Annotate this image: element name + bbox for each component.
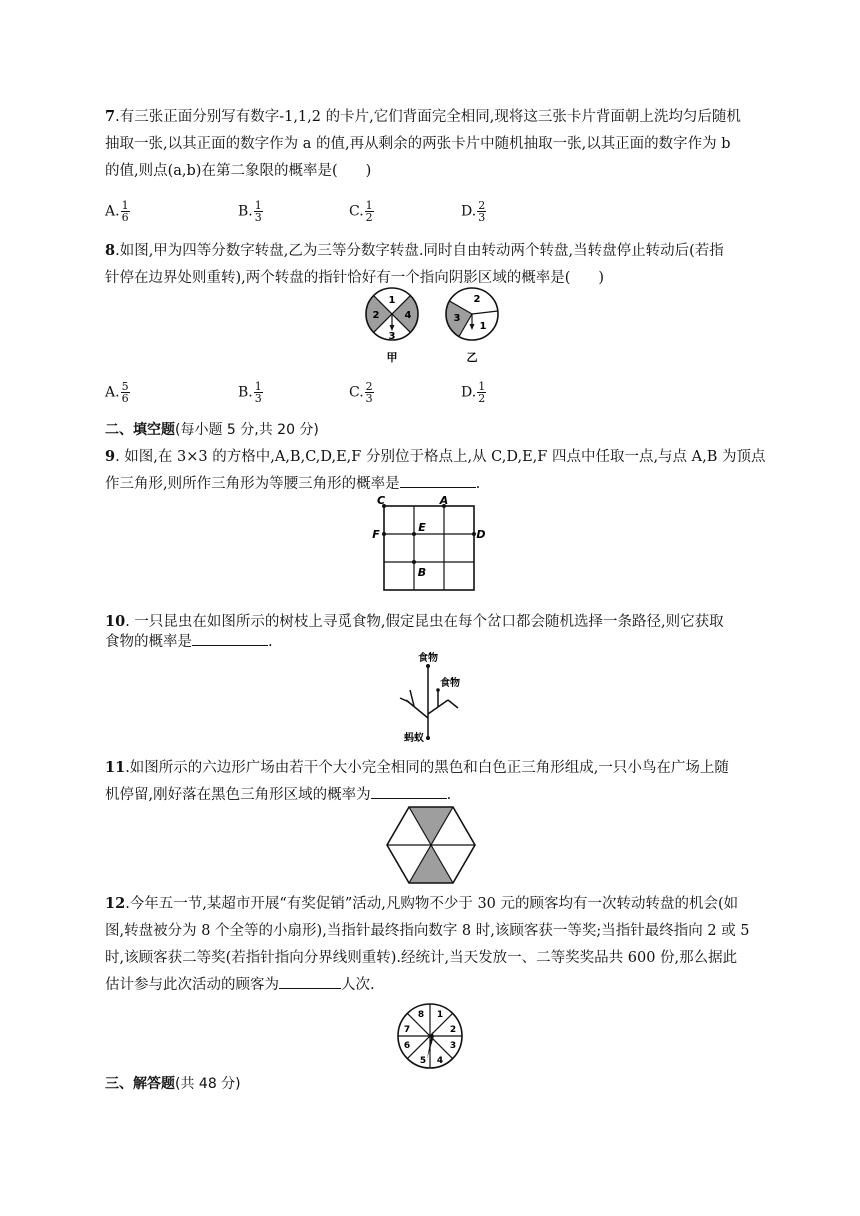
jia-number-1: 1 (388, 295, 396, 306)
yi-label: 乙 (466, 351, 478, 364)
q8-spinners-figure (360, 284, 510, 368)
q11-number: 11 (105, 759, 126, 776)
q12-line-2: 图,转盘被分为 8 个全等的小扇形),当指针最终指向数字 8 时,该顾客获一等奖;当指针最终指向 2 或 5 (105, 923, 750, 939)
jia-number-4: 4 (404, 310, 412, 321)
section-2-heading: 二、填空题(每小题 5 分,共 20 分) (105, 422, 319, 438)
spinner-yi (446, 288, 498, 364)
q11-line-2: 机停留,刚好落在黑色三角形区域的概率为 . (105, 784, 451, 806)
wheel-number-5: 5 (419, 1056, 427, 1066)
point-e-label: E (418, 521, 426, 534)
q8-option-c: C. $\frac{2}{3}$ (349, 380, 373, 405)
q8-line-1: 8.如图,甲为四等分数字转盘,乙为三等分数字转盘.同时自由转动两个转盘,当转盘停止转动后(若指 (105, 242, 724, 259)
q12-number: 12 (105, 895, 126, 912)
yi-number-3: 3 (453, 313, 461, 324)
section-3-heading: 三、解答题(共 48 分) (105, 1076, 241, 1092)
point-d-label: D (476, 528, 486, 541)
q10-branch-figure (386, 650, 476, 748)
q8-option-d: D. $\frac{1}{2}$ (461, 380, 486, 405)
wheel-number-8: 8 (417, 1010, 425, 1020)
q9-number: 9 (105, 448, 116, 465)
q7-number: 7 (105, 108, 116, 125)
q9-answer-blank (400, 473, 476, 488)
ant-label: 蚂蚁 (404, 733, 424, 744)
q8-option-a: A. $\frac{5}{6}$ (105, 380, 129, 405)
q12-line-4: 估计参与此次活动的顾客为 人次. (105, 974, 375, 996)
q9-grid-figure (370, 494, 492, 598)
jia-number-3: 3 (388, 331, 396, 342)
wheel-number-2: 2 (449, 1025, 457, 1035)
wheel-number-6: 6 (403, 1041, 411, 1051)
q7-option-a: A. $\frac{1}{6}$ (105, 199, 129, 224)
q11-hexagon-figure (382, 804, 480, 886)
jia-number-2: 2 (372, 310, 380, 321)
wheel-number-3: 3 (449, 1041, 457, 1051)
q7-option-b: B. $\frac{1}{3}$ (238, 199, 262, 224)
q8-line-2: 针停在边界处则重转),两个转盘的指针恰好有一个指向阴影区域的概率是( ) (105, 270, 605, 286)
q8-number: 8 (105, 242, 116, 259)
q12-line-3: 时,该顾客获二等奖(若指针指向分界线则重转).经统计,当天发放一、二等奖奖品共 600 份,那么据此 (105, 950, 738, 966)
q7-option-d: D. $\frac{2}{3}$ (461, 199, 486, 224)
q11-answer-blank (371, 784, 447, 799)
spinner-jia (366, 288, 418, 364)
q10-line-1: 10. 一只昆虫在如图所示的树枝上寻觅食物,假定昆虫在每个岔口都会随机选择一条路径,则它获取 (105, 613, 724, 630)
yi-number-1: 1 (479, 321, 487, 332)
q7-option-c: C. $\frac{1}{2}$ (349, 199, 373, 224)
q9-line-2: 作三角形,则所作三角形为等腰三角形的概率是 . (105, 473, 480, 495)
q7-line-3: 的值,则点(a,b)在第二象限的概率是( ) (105, 163, 372, 179)
wheel-number-7: 7 (403, 1025, 411, 1035)
point-f-label: F (372, 528, 380, 541)
point-c-label: C (376, 494, 386, 507)
wheel-number-1: 1 (436, 1010, 444, 1020)
q7-line-2: 抽取一张,以其正面的数字作为 a 的值,再从剩余的两张卡片中随机抽取一张,以其正面的数字作为 b (105, 136, 731, 152)
q8-option-b: B. $\frac{1}{3}$ (238, 380, 262, 405)
food-right-label: 食物 (440, 678, 460, 689)
q11-line-1: 11.如图所示的六边形广场由若干个大小完全相同的黑色和白色正三角形组成,一只小鸟在广场上随 (105, 759, 729, 776)
jia-label: 甲 (386, 351, 398, 364)
q12-answer-blank (279, 974, 341, 989)
q12-line-1: 12.今年五一节,某超市开展“有奖促销”活动,凡购物不少于 30 元的顾客均有一次转动转盘的机会(如 (105, 895, 739, 912)
q9-line-1: 9. 如图,在 3×3 的方格中,A,B,C,D,E,F 分别位于格点上,从 C,D,E,F 四点中任取一点,与点 A,B 为顶点 (105, 448, 766, 465)
wheel-number-4: 4 (436, 1056, 444, 1066)
point-b-label: B (417, 566, 427, 579)
point-a-label: A (439, 494, 449, 507)
q10-number: 10 (105, 613, 126, 630)
q10-answer-blank (192, 631, 268, 646)
q7-line-1: 7.有三张正面分别写有数字-1,1,2 的卡片,它们背面完全相同,现将这三张卡片背面朝上洗均匀后随机 (105, 108, 741, 125)
yi-number-2: 2 (473, 294, 481, 305)
q12-wheel-figure (386, 1002, 474, 1070)
food-top-label: 食物 (418, 653, 438, 664)
q10-line-2: 食物的概率是 . (105, 631, 273, 653)
